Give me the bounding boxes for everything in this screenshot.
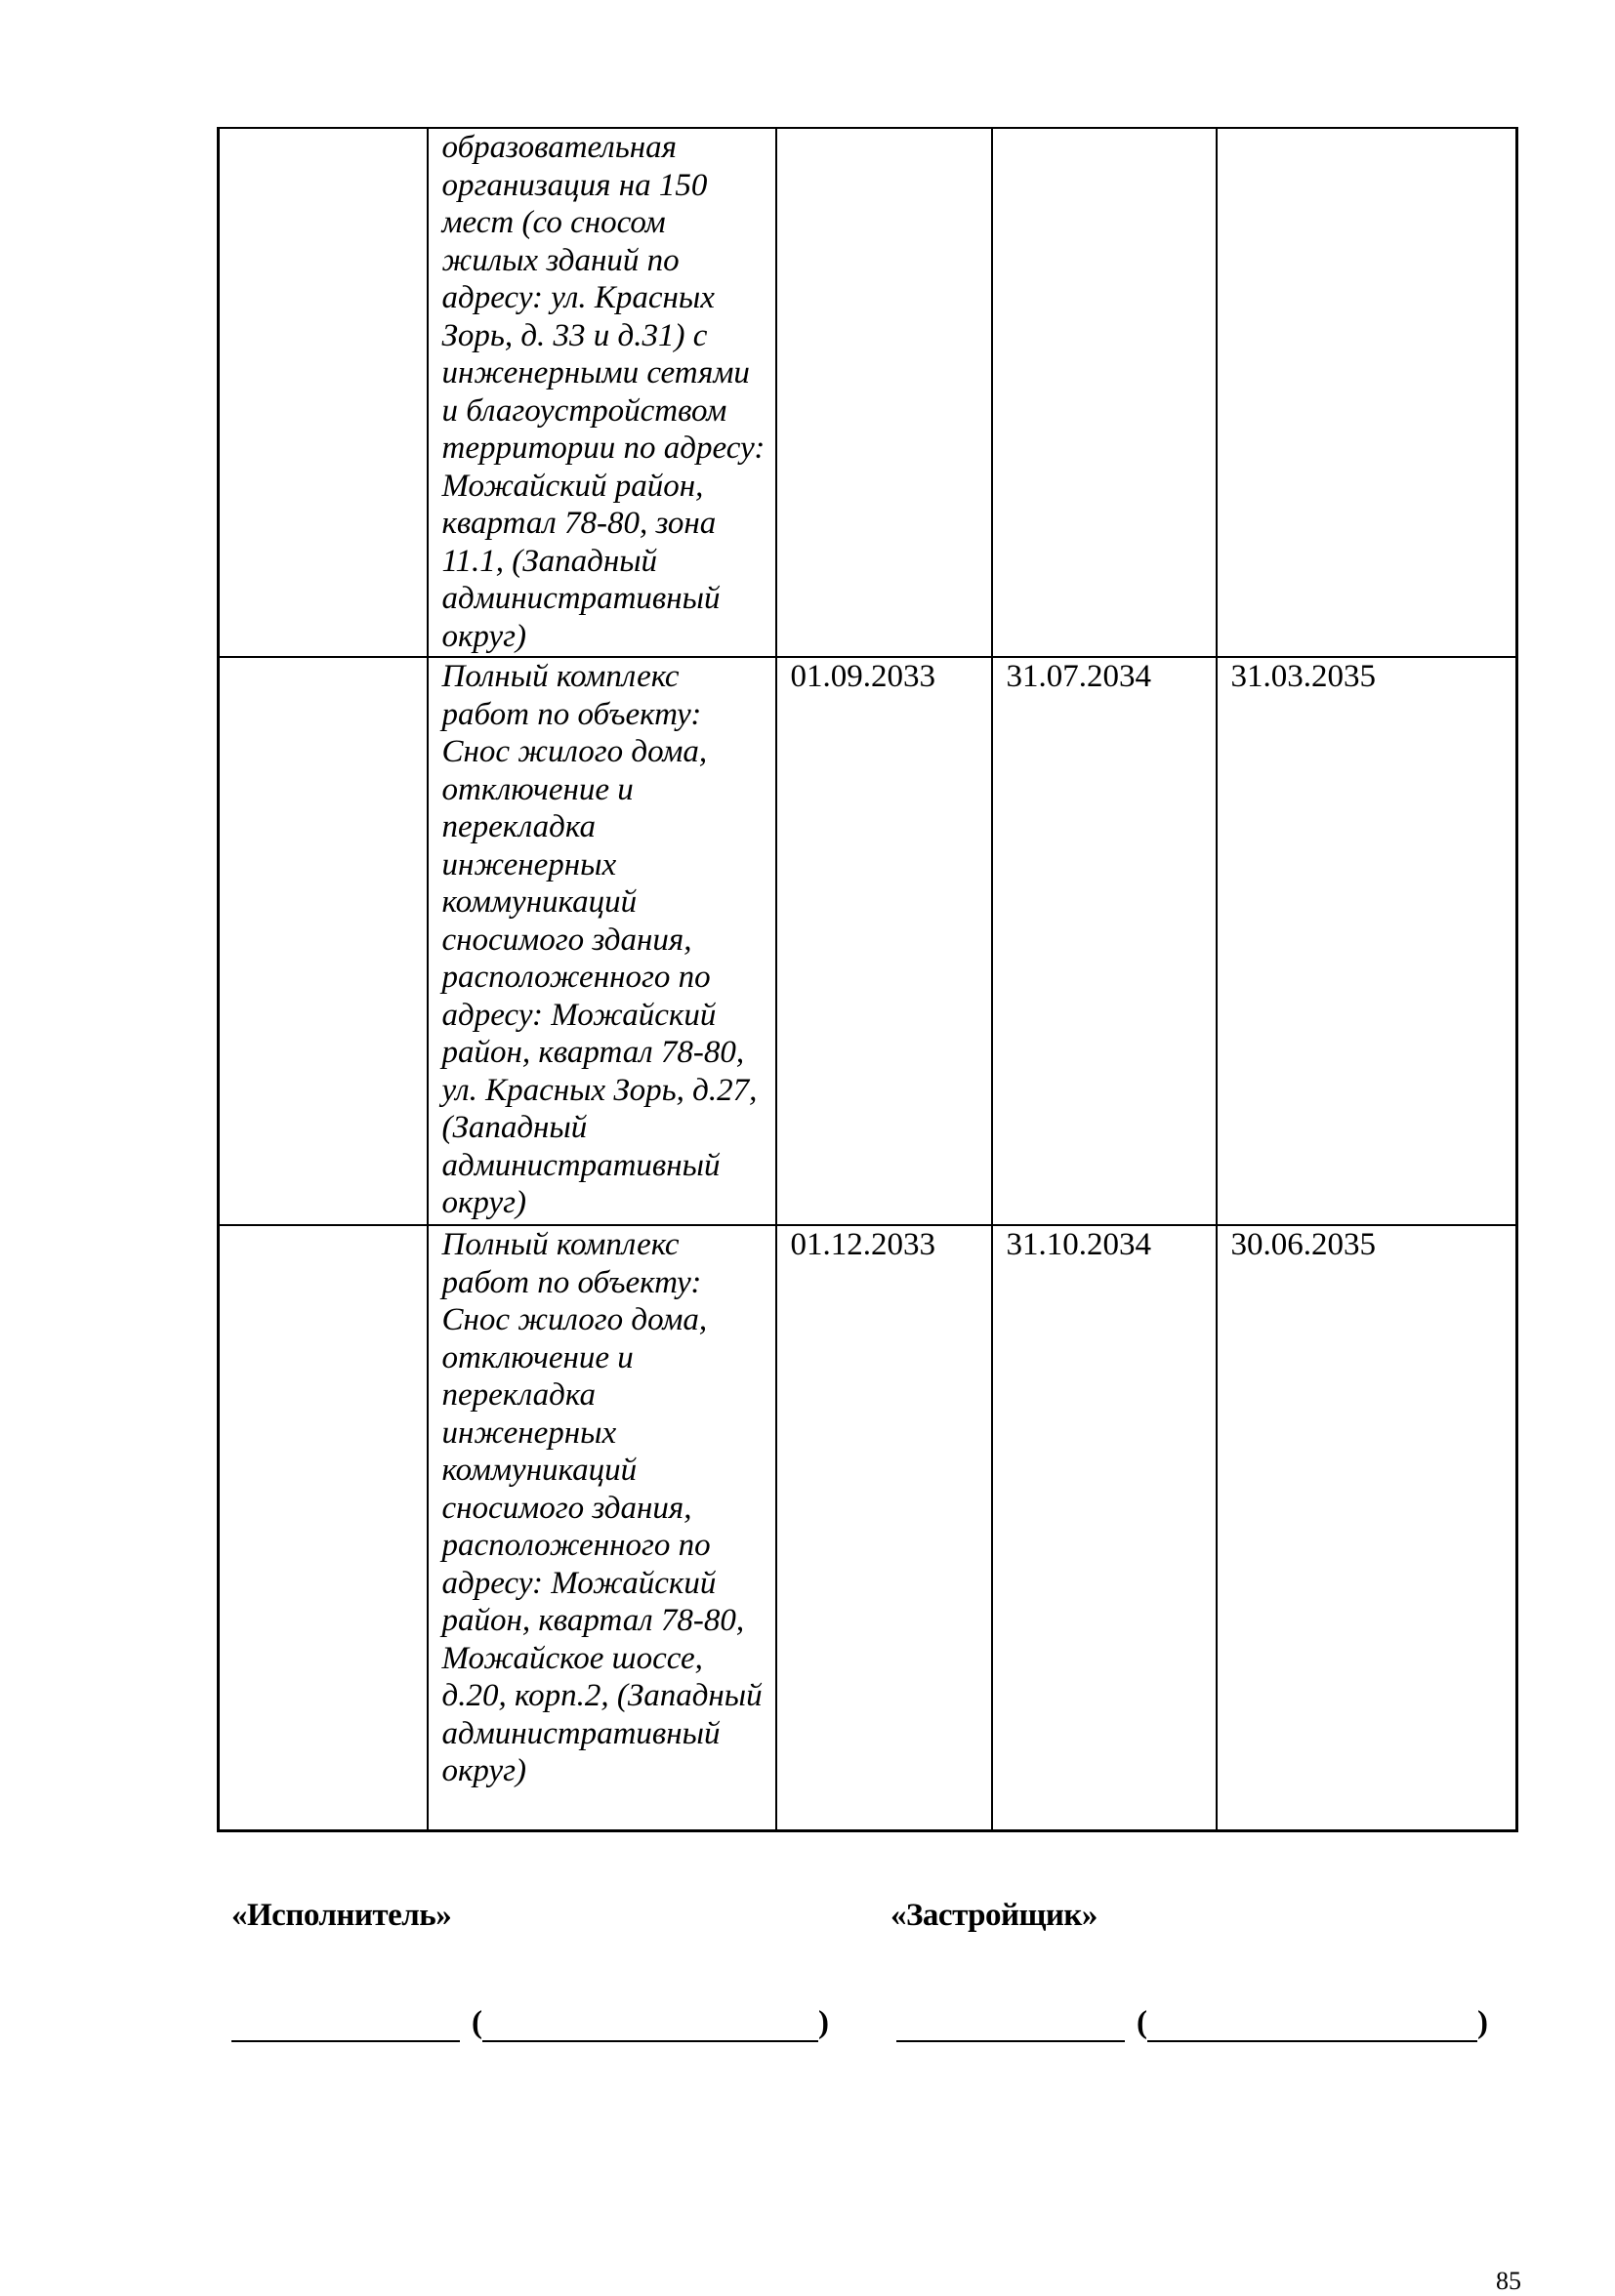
table-cell-empty (219, 1225, 428, 1831)
developer-label: «Застройщик» (890, 1898, 1097, 1933)
table-cell-date-start: 01.09.2033 (776, 657, 992, 1225)
table-cell-date-mid (992, 128, 1217, 657)
table-row (219, 128, 1517, 657)
signature-blank (896, 2005, 1125, 2042)
table-cell-date-end: 31.03.2035 (1217, 657, 1517, 1225)
close-paren: ) (1477, 2005, 1488, 2040)
table-cell-empty (219, 128, 428, 657)
developer-signature-line (896, 1988, 1488, 2042)
name-blank (1147, 2005, 1477, 2042)
table-cell-description: Полный комплекс работ по объекту: Снос жилого дома, отключение и перекладка инженерных коммуникаций сносимого здания, расположенного по адресу: Можайский район, квартал 78-80, ул. Красных Зорь, д.27, (Западный административный округ) (428, 657, 776, 1225)
table-cell-empty (219, 657, 428, 1225)
table-row (219, 657, 1517, 1225)
table-cell-description: образовательная организация на 150 мест (со сносом жилых зданий по адресу: ул. Красных Зорь, д. 33 и д.31) с инженерными сетями и благоустройством территории по адресу: Можайский район, квартал 78-80, зона 11.1, (Западный административный округ) (428, 128, 776, 657)
executor-label: «Исполнитель» (231, 1898, 452, 1933)
table-cell-date-end: 30.06.2035 (1217, 1225, 1517, 1831)
open-paren: ( (1137, 2005, 1147, 2040)
open-paren: ( (472, 2005, 482, 2040)
close-paren: ) (818, 2005, 829, 2040)
executor-signature-line (231, 1988, 829, 2042)
table-cell-date-start (776, 128, 992, 657)
schedule-table (217, 127, 1518, 1832)
table-cell-description: Полный комплекс работ по объекту: Снос жилого дома, отключение и перекладка инженерных коммуникаций сносимого здания, расположенного по адресу: Можайский район, квартал 78-80, Можайское шоссе, д.20, корп.2, (Западный административный округ) (428, 1225, 776, 1831)
signature-blank (231, 2005, 460, 2042)
name-blank (482, 2005, 818, 2042)
table-cell-date-mid: 31.07.2034 (992, 657, 1217, 1225)
table-cell-date-start: 01.12.2033 (776, 1225, 992, 1831)
table-cell-date-mid: 31.10.2034 (992, 1225, 1217, 1831)
page-number: 85 (1496, 2267, 1521, 2295)
table-row (219, 1225, 1517, 1831)
table-cell-date-end (1217, 128, 1517, 657)
